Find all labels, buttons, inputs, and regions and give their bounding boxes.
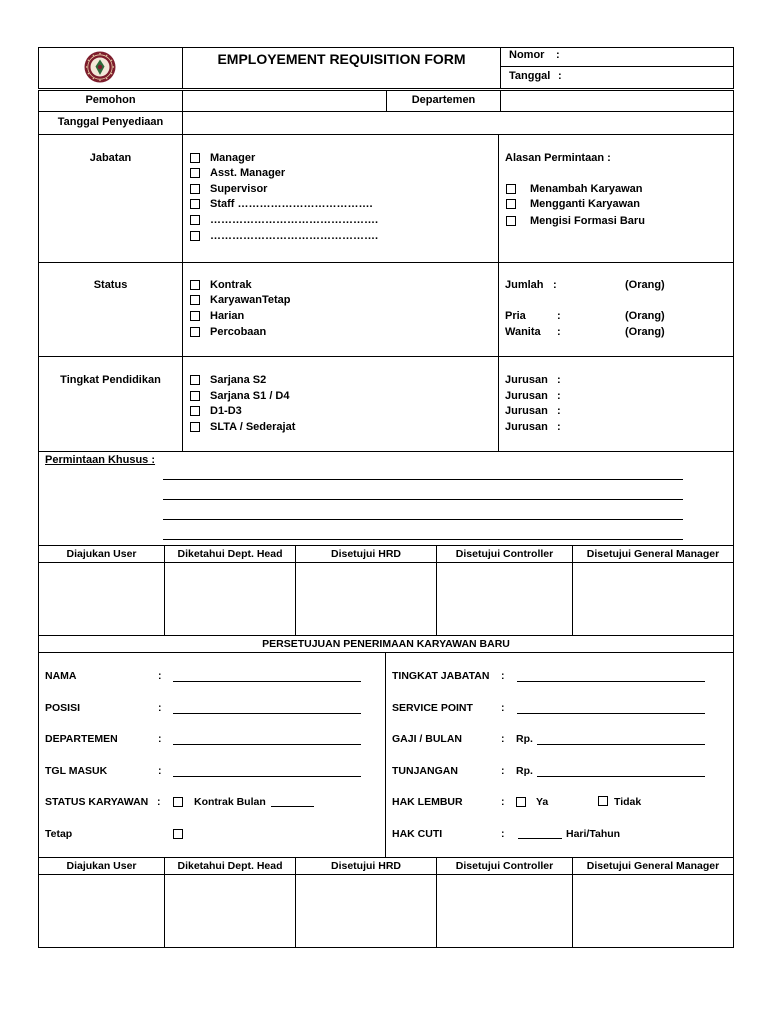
signature-header-general-manager: Disetujui General Manager xyxy=(586,548,720,560)
hak-cuti-colon: : xyxy=(501,828,505,840)
posisi-label: POSISI xyxy=(45,702,81,714)
permintaan-khusus-line xyxy=(163,499,683,500)
signature-header-user: Diajukan User xyxy=(66,548,137,560)
nama-colon: : xyxy=(158,670,162,682)
signature-box-user xyxy=(38,562,165,636)
pendidikan-label-cell xyxy=(38,356,183,452)
status-karyawan-label: STATUS KARYAWAN xyxy=(45,796,149,808)
option-formasi-baru: Mengisi Formasi Baru xyxy=(530,215,645,227)
checkbox-kontrak xyxy=(190,280,200,290)
service-point-label: SERVICE POINT xyxy=(392,702,473,714)
jumlah-label: Jumlah xyxy=(505,279,544,291)
option-sarjana-s1: Sarjana S1 / D4 xyxy=(210,390,290,402)
checkbox-formasi-baru xyxy=(506,216,516,226)
lembur-ya-label: Ya xyxy=(536,796,549,808)
checkbox-percobaan xyxy=(190,327,200,337)
jumlah-unit: (Orang) xyxy=(625,279,665,291)
checkbox-lembur-ya xyxy=(516,797,526,807)
tanggal-penyediaan-label: Tanggal Penyediaan xyxy=(57,116,164,128)
checkbox-mengganti xyxy=(506,199,516,209)
option-slta: SLTA / Sederajat xyxy=(210,421,296,433)
jumlah-cell xyxy=(498,262,734,357)
option-supervisor: Supervisor xyxy=(210,183,268,195)
tunjangan-colon: : xyxy=(501,765,505,777)
permintaan-khusus-line xyxy=(163,539,683,540)
signature-header-general-manager: Disetujui General Manager xyxy=(586,860,720,872)
checkbox-d1-d3 xyxy=(190,406,200,416)
hak-lembur-colon: : xyxy=(501,796,505,808)
tanggal-label: Tanggal xyxy=(509,70,551,82)
permintaan-khusus-line xyxy=(163,519,683,520)
tunjangan-currency: Rp. xyxy=(516,765,533,777)
option-percobaan: Percobaan xyxy=(210,326,267,338)
checkbox-jabatan-other-1 xyxy=(190,215,200,225)
gaji-colon: : xyxy=(501,733,505,745)
tunjangan-underline xyxy=(537,776,705,777)
departemen-underline xyxy=(173,744,361,745)
signature-header-dept-head: Diketahui Dept. Head xyxy=(177,548,283,560)
gaji-label: GAJI / BULAN xyxy=(392,733,463,745)
jurusan-label: Jurusan xyxy=(505,390,548,402)
option-karyawan-tetap: KaryawanTetap xyxy=(210,294,291,306)
checkbox-tetap xyxy=(173,829,183,839)
signature-box-controller xyxy=(436,562,573,636)
nomor-label: Nomor xyxy=(509,49,545,61)
service-point-underline xyxy=(517,713,705,714)
nama-label: NAMA xyxy=(45,670,77,682)
alasan-label: Alasan Permintaan : xyxy=(505,152,611,164)
pemohon-label: Pemohon xyxy=(85,94,136,106)
jurusan-label: Jurusan xyxy=(505,405,548,417)
checkbox-sarjana-s1 xyxy=(190,391,200,401)
option-asst-manager: Asst. Manager xyxy=(210,167,286,179)
nama-underline xyxy=(173,681,361,682)
option-staff: Staff ………………………………. xyxy=(210,198,373,210)
tgl-masuk-colon: : xyxy=(158,765,162,777)
wanita-colon: : xyxy=(557,326,561,338)
posisi-colon: : xyxy=(158,702,162,714)
checkbox-jabatan-other-2 xyxy=(190,231,200,241)
option-harian: Harian xyxy=(210,310,245,322)
form-title: EMPLOYEMENT REQUISITION FORM xyxy=(217,51,466,67)
signature-box-user xyxy=(38,874,165,948)
tetap-label: Tetap xyxy=(45,828,73,840)
checkbox-asst-manager xyxy=(190,168,200,178)
signature-box-controller xyxy=(436,874,573,948)
status-karyawan-colon: : xyxy=(157,796,161,808)
lembur-tidak-label: Tidak xyxy=(614,796,642,808)
checkbox-menambah xyxy=(506,184,516,194)
pemohon-value-cell xyxy=(182,90,387,112)
company-emblem-icon xyxy=(84,51,116,83)
jurusan-colon: : xyxy=(557,390,561,402)
tgl-masuk-label: TGL MASUK xyxy=(45,765,108,777)
tanggal-penyediaan-value-cell xyxy=(182,111,734,135)
permintaan-khusus-label: Permintaan Khusus : xyxy=(45,454,156,466)
option-d1-d3: D1-D3 xyxy=(210,405,242,417)
permintaan-khusus-line xyxy=(163,479,683,480)
jurusan-colon: : xyxy=(557,374,561,386)
jurusan-label: Jurusan xyxy=(505,421,548,433)
signature-box-hrd xyxy=(295,874,437,948)
signature-header-dept-head: Diketahui Dept. Head xyxy=(177,860,283,872)
departemen-label: Departemen xyxy=(411,94,476,106)
tingkat-jabatan-colon: : xyxy=(501,670,505,682)
departemen-field-label: DEPARTEMEN xyxy=(45,733,118,745)
signature-box-general-manager xyxy=(572,562,734,636)
option-sarjana-s2: Sarjana S2 xyxy=(210,374,267,386)
wanita-unit: (Orang) xyxy=(625,326,665,338)
signature-box-hrd xyxy=(295,562,437,636)
signature-header-hrd: Disetujui HRD xyxy=(330,860,401,872)
jurusan-colon: : xyxy=(557,421,561,433)
tingkat-jabatan-underline xyxy=(517,681,705,682)
checkbox-sarjana-s2 xyxy=(190,375,200,385)
signature-box-general-manager xyxy=(572,874,734,948)
hak-cuti-label: HAK CUTI xyxy=(392,828,443,840)
kontrak-bulan-label: Kontrak Bulan xyxy=(194,796,266,808)
signature-box-dept-head xyxy=(164,562,296,636)
jurusan-colon: : xyxy=(557,405,561,417)
tingkat-jabatan-label: TINGKAT JABATAN xyxy=(392,670,490,682)
tunjangan-label: TUNJANGAN xyxy=(392,765,458,777)
departemen-value-cell xyxy=(500,90,734,112)
jurusan-label: Jurusan xyxy=(505,374,548,386)
checkbox-lembur-tidak xyxy=(598,796,608,806)
wanita-label: Wanita xyxy=(505,326,541,338)
gaji-underline xyxy=(537,744,705,745)
departemen-colon: : xyxy=(158,733,162,745)
kontrak-bulan-underline xyxy=(271,806,314,807)
checkbox-slta xyxy=(190,422,200,432)
status-label: Status xyxy=(93,279,128,291)
hari-tahun-label: Hari/Tahun xyxy=(566,828,621,840)
option-mengganti: Mengganti Karyawan xyxy=(530,198,641,210)
jabatan-label: Jabatan xyxy=(89,152,132,164)
posisi-underline xyxy=(173,713,361,714)
tanggal-colon: : xyxy=(558,70,562,82)
signature-header-controller: Disetujui Controller xyxy=(455,548,554,560)
signature-header-controller: Disetujui Controller xyxy=(455,860,554,872)
option-jabatan-other-2: ………………………………………. xyxy=(210,230,379,242)
pria-label: Pria xyxy=(505,310,526,322)
jumlah-colon: : xyxy=(553,279,557,291)
checkbox-staff xyxy=(190,199,200,209)
checkbox-karyawan-tetap xyxy=(190,295,200,305)
nomor-colon: : xyxy=(556,49,560,61)
checkbox-kontrak-bulan xyxy=(173,797,183,807)
pria-colon: : xyxy=(557,310,561,322)
option-kontrak: Kontrak xyxy=(210,279,252,291)
option-manager: Manager xyxy=(210,152,256,164)
option-jabatan-other-1: ………………………………………. xyxy=(210,214,379,226)
gaji-currency: Rp. xyxy=(516,733,533,745)
pendidikan-label: Tingkat Pendidikan xyxy=(60,374,161,386)
checkbox-harian xyxy=(190,311,200,321)
service-point-colon: : xyxy=(501,702,505,714)
tgl-masuk-underline xyxy=(173,776,361,777)
checkbox-supervisor xyxy=(190,184,200,194)
status-label-cell xyxy=(38,262,183,357)
hak-lembur-label: HAK LEMBUR xyxy=(392,796,463,808)
approval-left-cell xyxy=(38,652,386,858)
approval-heading: PERSETUJUAN PENERIMAAN KARYAWAN BARU xyxy=(262,638,510,650)
hak-cuti-underline xyxy=(518,838,562,839)
signature-header-hrd: Disetujui HRD xyxy=(330,548,401,560)
signature-header-user: Diajukan User xyxy=(66,860,137,872)
option-menambah: Menambah Karyawan xyxy=(530,183,643,195)
pria-unit: (Orang) xyxy=(625,310,665,322)
checkbox-manager xyxy=(190,153,200,163)
signature-box-dept-head xyxy=(164,874,296,948)
